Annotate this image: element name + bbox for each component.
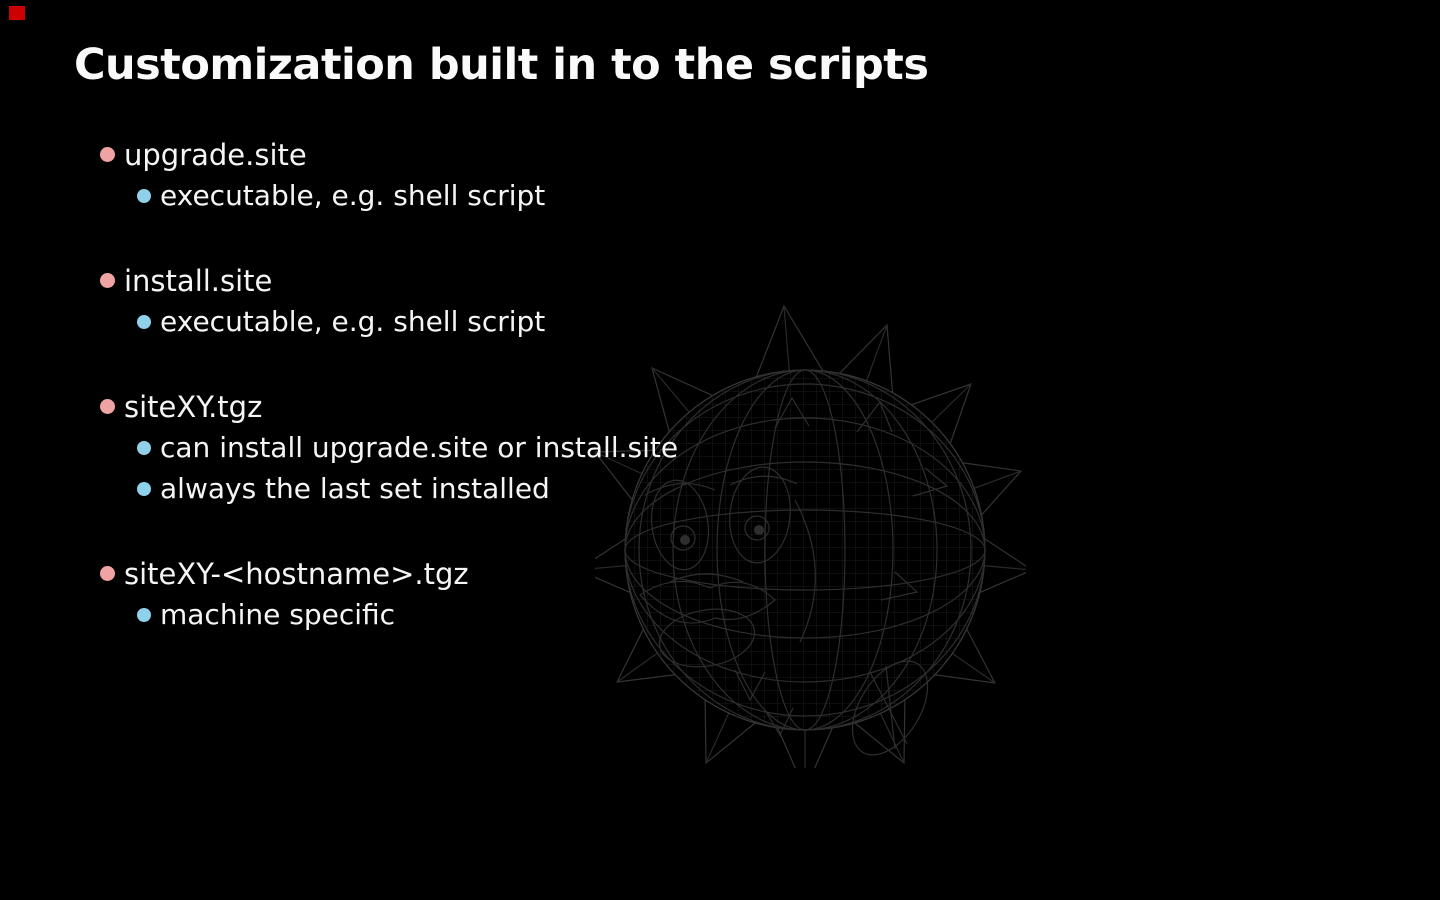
sub-bullet-item: [100, 594, 678, 635]
sub-bullet-label: always the last set installed: [160, 472, 550, 505]
bullet-label: siteXY.tgz: [124, 389, 263, 424]
level1-bullet-dot-icon: [100, 147, 115, 162]
level1-bullet-dot-icon: [100, 273, 115, 288]
bullet-list: [100, 134, 678, 635]
slide-title: Customization built in to the scripts: [74, 40, 929, 90]
bullet-group: [100, 553, 678, 635]
sub-bullet-label: executable, e.g. shell script: [160, 179, 546, 212]
sub-bullet-item: [100, 301, 678, 342]
level2-bullet-dot-icon: [137, 189, 151, 203]
bullet-label: upgrade.site: [124, 137, 307, 172]
sub-bullet-item: [100, 468, 678, 509]
sub-bullet-label: can install upgrade.site or install.site: [160, 431, 679, 464]
level2-bullet-dot-icon: [137, 315, 151, 329]
level2-bullet-dot-icon: [137, 441, 151, 455]
sub-bullet-label: machine specific: [160, 598, 396, 631]
bullet-item: [100, 553, 678, 594]
bullet-item: [100, 134, 678, 175]
level2-bullet-dot-icon: [137, 482, 151, 496]
sub-bullet-item: [100, 175, 678, 216]
level1-bullet-dot-icon: [100, 399, 115, 414]
bullet-label: install.site: [124, 263, 273, 298]
bullet-group: [100, 260, 678, 342]
level2-bullet-dot-icon: [137, 608, 151, 622]
bullet-group: [100, 134, 678, 216]
bullet-item: [100, 260, 678, 301]
bullet-item: [100, 386, 678, 427]
sub-bullet-item: [100, 427, 678, 468]
corner-marker: [9, 6, 25, 20]
bullet-group: [100, 386, 678, 509]
bullet-label: siteXY-<hostname>.tgz: [124, 556, 469, 591]
sub-bullet-label: executable, e.g. shell script: [160, 305, 546, 338]
level1-bullet-dot-icon: [100, 566, 115, 581]
